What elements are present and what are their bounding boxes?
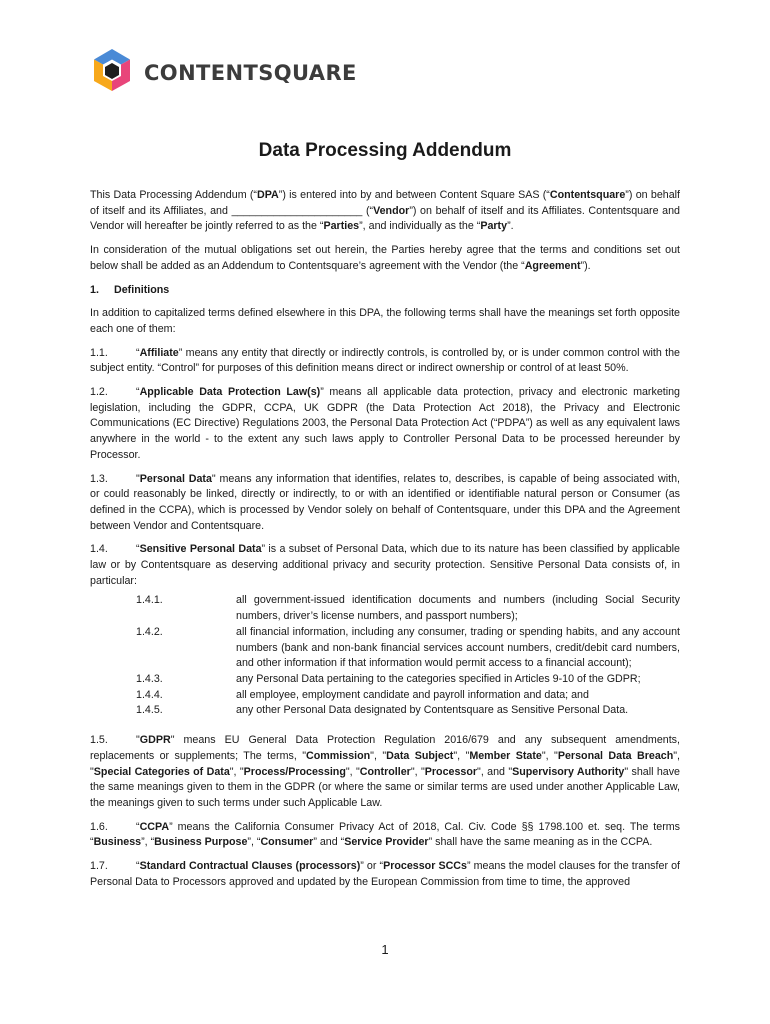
definition-scc: 1.7. “Standard Contractual Clauses (processors)” or “Processor SCCs” means the model clauses for the transfer of Personal Data to Processors approved and updated by the European Commission from time to time, the approved <box>90 860 681 888</box>
contentsquare-hexagon-icon <box>90 47 134 99</box>
consideration-paragraph: In consideration of the mutual obligations set out herein, the Parties hereby agree that the terms and conditions set out below shall be added as an Addendum to Contentsquare’s agreement with the Vendor (the “Agreement”). <box>90 244 680 272</box>
definition-personal-data: 1.3. "Personal Data" means any information that identifies, relates to, describes, is capable of being associated with, or could reasonably be linked, directly or indirectly, to or with an identified or identifiable natural person or Consumer (as defined in the CCPA), which is processed by Vendor solely on behalf of Contentsquare, under this DPA and the Agreement between Vendor and Contentsquare. <box>90 472 680 532</box>
brand-name: CONTENTSQUARE <box>144 61 357 85</box>
section-heading-definitions: 1. Definitions <box>90 283 170 296</box>
list-item: 1.4.1. all government-issued identification documents and numbers (including Social Security numbers, driver’s license numbers, and passport numbers); <box>136 594 680 623</box>
definition-sensitive-personal-data: 1.4. “Sensitive Personal Data” is a subset of Personal Data, which due to its nature has been classified by applicable law or by Contentsquare as deserving additional privacy and security protection. Sensitive Personal Data consists of, in particular: <box>90 543 680 587</box>
definition-affiliate: 1.1. “Affiliate” means any entity that directly or indirectly controls, is controlled by, or is under common control with the subject entity. “Control” for purposes of this definition means direct or indirect ownership or control of at least 50%. <box>90 346 680 375</box>
contentsquare-logo <box>90 47 357 99</box>
definition-gdpr: 1.5. "GDPR" means EU General Data Protection Regulation 2016/679 and any subsequent amendments, replacements or supplements; The terms, "Commission", "Data Subject", "Member State", "Personal Data Breach", "Special Categories of Data", "Process/Processing", "Controller", "Processor", and "Supervisory Authority" shall have the same meanings given to them in the GDPR (or where the same or similar terms are used under another Applicable Law, the meanings given to such terms under such Applicable Law. <box>90 734 681 809</box>
definition-ccpa: 1.6. “CCPA” means the California Consumer Privacy Act of 2018, Cal. Civ. Code §§ 1798.100 et. seq. The terms “Business”, “Business Purpose”, “Consumer” and “Service Provider” shall have the same meaning as in the CCPA. <box>90 820 680 849</box>
list-item: 1.4.5. any other Personal Data designated by Contentsquare as Sensitive Personal Data. <box>136 704 629 717</box>
sensitive-data-list <box>90 593 680 719</box>
definition-applicable-law: 1.2. “Applicable Data Protection Law(s)” means all applicable data protection, privacy and electronic marketing legislation, including the GDPR, CCPA, UK GDPR (the Data Protection Act 2018), the Privacy and Electronic Communications (EC Directive) Regulations 2003, the Personal Data Protection Act (“PDPA”) as well as any equivalent laws anywhere in the world - to the extent any such laws apply to Controller Personal Data to be processed hereunder by Processor. <box>90 386 680 461</box>
list-item: 1.4.2. all financial information, including any consumer, trading or spending habits, and any account numbers (bank and non-bank financial services account numbers, credit/debit card numbers, and other information if that information would permit access to a financial account); <box>136 625 680 670</box>
document-body <box>90 188 680 898</box>
list-item: 1.4.3. any Personal Data pertaining to the categories specified in Articles 9-10 of the GDPR; <box>136 672 641 685</box>
page-number: 1 <box>381 942 389 957</box>
definitions-intro: In addition to capitalized terms defined elsewhere in this DPA, the following terms shall have the meanings set forth opposite each one of them: <box>90 307 680 335</box>
intro-paragraph: This Data Processing Addendum (“DPA”) is entered into by and between Content Square SAS (“Contentsquare”) on behalf of itself and its Affiliates, and ______________________ (“Vendor”) on behalf of itself and its Affiliates. Contentsquare and Vendor will hereafter be jointly referred to as the “Parties”, and individually as the “Party”. <box>90 189 680 233</box>
list-item: 1.4.4. all employee, employment candidate and payroll information and data; and <box>136 688 589 701</box>
document-title: Data Processing Addendum <box>258 140 512 161</box>
